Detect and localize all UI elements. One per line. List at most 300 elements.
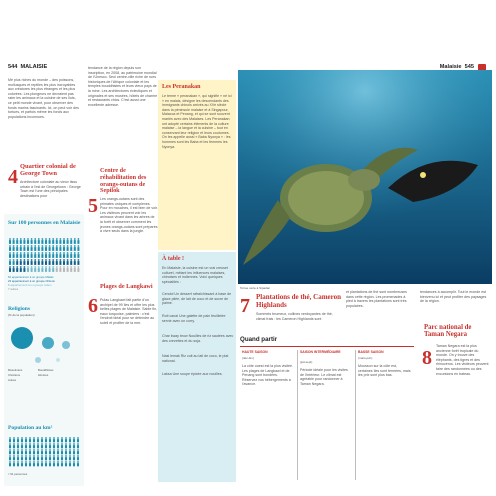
density-person-icon (65, 455, 67, 457)
density-person-icon (29, 451, 31, 454)
person-icon (13, 254, 15, 258)
quand-partir-rule (240, 346, 414, 347)
person-icon (52, 247, 54, 251)
density-person-icon (41, 455, 43, 457)
density-person-icon (61, 449, 63, 451)
person-icon (31, 259, 33, 261)
density-person-icon (49, 455, 51, 457)
person-icon (13, 238, 15, 240)
density-person-icon (77, 455, 79, 457)
person-icon (45, 268, 47, 272)
person-icon (74, 268, 76, 272)
stats-title: Sur 100 personnes en Malaisie (8, 220, 81, 226)
person-icon (67, 252, 69, 254)
density-person-icon (29, 461, 31, 463)
person-icon (52, 252, 54, 254)
person-icon (56, 252, 58, 254)
density-person-icon (29, 443, 31, 445)
density-person-icon (57, 439, 59, 442)
person-icon (31, 254, 33, 258)
density-person-icon (41, 445, 43, 448)
density-person-icon (21, 451, 23, 454)
person-icon (63, 238, 65, 240)
person-icon (67, 245, 69, 247)
person-icon (31, 245, 33, 247)
person-icon (78, 266, 80, 268)
person-icon (24, 266, 26, 268)
density-person-icon (61, 439, 63, 442)
person-icon (9, 252, 11, 254)
bubble-buddhists (42, 337, 54, 349)
density-person-icon (45, 437, 47, 439)
qp-col2-title: SAISON INTERMÉDIAIRE (300, 350, 341, 354)
right-running-title: Malaisie (439, 64, 462, 70)
density-person-icon (61, 461, 63, 463)
person-icon (13, 266, 15, 268)
person-icon (9, 254, 11, 258)
person-icon (27, 252, 29, 254)
person-icon (63, 247, 65, 251)
density-person-icon (9, 445, 11, 448)
density-person-icon (65, 451, 67, 454)
qp-col2-text: Période idéale pour les visites de l'intérieur. Le climat est agréable pour randonner à Taman Negara. (300, 368, 348, 386)
person-icon (74, 261, 76, 265)
person-icon (59, 268, 61, 272)
density-person-icon (29, 463, 31, 466)
section-title-george-town: Quartier colonial de George Town (20, 163, 76, 177)
person-icon (9, 240, 11, 244)
person-icon (16, 268, 18, 272)
turtle-head (348, 169, 380, 191)
density-person-icon (69, 449, 71, 451)
density-person-icon (69, 443, 71, 445)
density-person-icon (25, 455, 27, 457)
stats-legend-3: 8 appartiennent à un groupe Indien (8, 283, 52, 287)
person-icon (23, 268, 25, 272)
bubble-others (56, 358, 60, 362)
person-icon (23, 240, 25, 244)
person-icon (74, 266, 76, 268)
left-header (8, 64, 47, 70)
person-icon (45, 238, 47, 240)
person-icon (67, 247, 69, 251)
person-icon (34, 252, 36, 254)
density-person-icon (53, 445, 55, 448)
density-title: Population au km² (8, 425, 53, 431)
density-person-icon (37, 439, 39, 442)
density-person-icon (65, 437, 67, 439)
person-icon (9, 238, 11, 240)
density-person-icon (69, 451, 71, 454)
person-icon (42, 266, 44, 268)
bubble-muslims (11, 327, 33, 349)
density-person-icon (29, 455, 31, 457)
density-person-icon (17, 449, 19, 451)
person-icon (70, 259, 72, 261)
density-person-icon (25, 443, 27, 445)
person-icon (27, 238, 29, 240)
density-person-icon (9, 439, 11, 442)
density-person-icon (13, 437, 15, 439)
person-icon (38, 238, 40, 240)
person-icon (78, 252, 80, 254)
density-person-icon (49, 451, 51, 454)
person-icon (49, 240, 51, 244)
person-icon (31, 261, 33, 265)
density-person-icon (41, 437, 43, 439)
person-icon (16, 245, 18, 247)
person-icon (9, 261, 11, 265)
person-icon (13, 252, 15, 254)
density-person-icon (25, 445, 27, 448)
density-person-icon (9, 443, 11, 445)
person-icon (45, 261, 47, 265)
density-person-icon (57, 449, 59, 451)
person-icon (56, 266, 58, 268)
person-icon (49, 266, 51, 268)
density-person-icon (21, 445, 23, 448)
density-person-icon (21, 449, 23, 451)
person-icon (16, 238, 18, 240)
person-icon (60, 252, 62, 254)
person-icon (78, 259, 80, 261)
density-person-icon (77, 463, 79, 466)
density-person-icon (17, 457, 19, 460)
density-person-icon (69, 437, 71, 439)
person-icon (34, 261, 36, 265)
person-icon (20, 259, 22, 261)
left-page-number: 544 (8, 64, 18, 70)
density-person-icon (21, 463, 23, 466)
density-person-icon (29, 449, 31, 451)
person-icon (41, 247, 43, 251)
section-text-taman-negara: Taman Negara est la plus ancienne forêt tropicale du monde. On y trouve des éléphants, des tigres et des rhinocéros. Les visiteurs peuvent faire des randonnées ou des excursions en bateau. (436, 344, 489, 376)
person-icon (27, 247, 29, 251)
person-icon (56, 268, 58, 272)
person-icon (38, 254, 40, 258)
density-person-icon (21, 457, 23, 460)
person-icon (70, 266, 72, 268)
person-icon (13, 245, 15, 247)
person-icon (34, 266, 36, 268)
density-person-icon (25, 457, 27, 460)
density-person-icon (25, 461, 27, 463)
person-icon (52, 268, 54, 272)
religion-label-4: Hindous (38, 373, 49, 377)
person-icon (63, 259, 65, 261)
density-person-icon (57, 463, 59, 466)
section-title-langkawi: Plages de Langkawi (100, 283, 153, 290)
photo-caption: Tortue verte à Sipadan (240, 286, 271, 290)
density-person-icon (25, 437, 27, 439)
density-person-icon (41, 451, 43, 454)
density-person-icon (21, 439, 23, 442)
density-person-icon (69, 439, 71, 442)
person-icon (42, 245, 44, 247)
person-icon (23, 254, 25, 258)
person-icon (24, 245, 26, 247)
person-icon (63, 254, 65, 258)
person-icon (77, 240, 79, 244)
density-person-icon (9, 463, 11, 466)
person-icon (24, 252, 26, 254)
section-title-taman-negara: Parc national de Taman Negara (424, 324, 472, 339)
person-icon (27, 254, 29, 258)
person-icon (45, 245, 47, 247)
person-icon (52, 238, 54, 240)
density-person-icon (57, 451, 59, 454)
density-person-icon (73, 463, 75, 466)
density-person-icon (13, 449, 15, 451)
person-icon (77, 268, 79, 272)
density-person-icon (13, 451, 15, 454)
person-icon (38, 240, 40, 244)
density-person-icon (61, 457, 63, 460)
a-table-box (158, 252, 236, 482)
density-person-icon (37, 461, 39, 463)
people-icon-grid (8, 236, 82, 274)
person-icon (49, 268, 51, 272)
qp-col3-sub: (mars-juin) (358, 356, 373, 360)
qp-col1-text: La côte ouest est la plus visitée. Les plages de Langkawi et de Penang sont bondées. Réservez vos hébergements à l'avance. (242, 364, 293, 387)
density-person-icon (41, 439, 43, 442)
religion-label-5: Autres (8, 378, 17, 382)
religion-label-2: Bouddhistes (38, 368, 54, 372)
density-person-icon (65, 443, 67, 445)
section-number-4: 4 (8, 166, 18, 188)
person-icon (63, 268, 65, 272)
density-person-icon (73, 439, 75, 442)
density-person-icon (53, 437, 55, 439)
person-icon (67, 266, 69, 268)
person-icon (34, 245, 36, 247)
col-right-continued: tendances à accomplir. Tout le monde est bienvenu ici et peut profiter des paysages de la région. (420, 290, 487, 304)
density-person-icon (49, 449, 51, 451)
person-icon (52, 261, 54, 265)
person-icon (70, 238, 72, 240)
density-person-icon (21, 461, 23, 463)
density-person-icon (25, 451, 27, 454)
density-person-icon (53, 439, 55, 442)
density-person-icon (13, 443, 15, 445)
section-number-7: 7 (240, 295, 250, 317)
person-icon (56, 254, 58, 258)
density-person-icon (21, 455, 23, 457)
person-icon (27, 268, 29, 272)
person-icon (56, 245, 58, 247)
person-icon (49, 245, 51, 247)
person-icon (78, 238, 80, 240)
density-person-icon (49, 461, 51, 463)
person-icon (45, 254, 47, 258)
person-icon (52, 266, 54, 268)
density-person-icon (41, 463, 43, 466)
person-icon (38, 266, 40, 268)
religions-title: Religions (8, 306, 31, 312)
person-icon (67, 240, 69, 244)
density-person-icon (9, 449, 11, 451)
person-icon (52, 259, 54, 261)
density-person-icon (33, 445, 35, 448)
person-icon (27, 259, 29, 261)
person-icon (27, 266, 29, 268)
density-person-icon (17, 461, 19, 463)
section-number-8: 8 (422, 347, 432, 369)
density-person-icon (37, 445, 39, 448)
density-person-icon (45, 443, 47, 445)
density-person-icon (73, 437, 75, 439)
density-person-icon (17, 455, 19, 457)
person-icon (77, 261, 79, 265)
person-icon (20, 238, 22, 240)
density-person-icon (9, 437, 11, 439)
density-person-icon (69, 445, 71, 448)
person-icon (49, 238, 51, 240)
person-icon (41, 268, 43, 272)
density-person-icon (45, 457, 47, 460)
density-person-icon (77, 443, 79, 445)
density-person-icon (53, 443, 55, 445)
peranakan-title: Les Peranakan (162, 84, 201, 90)
person-icon (77, 247, 79, 251)
density-person-icon (33, 457, 35, 460)
density-person-icon (33, 439, 35, 442)
density-person-icon (77, 445, 79, 448)
person-icon (27, 245, 29, 247)
right-page-number: 545 (464, 64, 474, 70)
density-person-icon (57, 455, 59, 457)
stats-legend-1: 62 appartiennent à un groupe Malais (8, 275, 54, 279)
density-person-icon (69, 461, 71, 463)
person-icon (56, 238, 58, 240)
person-icon (34, 254, 36, 258)
density-person-icon (53, 461, 55, 463)
person-icon (41, 240, 43, 244)
density-person-icon (37, 437, 39, 439)
density-person-icon (13, 457, 15, 460)
person-icon (63, 245, 65, 247)
person-icon (24, 259, 26, 261)
density-person-icon (61, 455, 63, 457)
density-person-icon (37, 443, 39, 445)
person-icon (59, 254, 61, 258)
density-person-icon (33, 437, 35, 439)
density-person-icon (77, 461, 79, 463)
qp-col3-text: Mousson sur la côte est, certaines îles sont fermées, mais les prix sont plus bas. (358, 364, 411, 378)
density-person-icon (45, 449, 47, 451)
person-icon (34, 259, 36, 261)
density-person-icon (37, 451, 39, 454)
person-icon (49, 259, 51, 261)
density-person-icon (45, 455, 47, 457)
qp-col1-title: HAUTE SAISON (242, 350, 268, 354)
density-person-icon (57, 457, 59, 460)
person-icon (27, 261, 29, 265)
density-person-icon (9, 461, 11, 463)
quand-partir-box (238, 330, 416, 490)
person-icon (52, 240, 54, 244)
density-person-icon (37, 463, 39, 466)
person-icon (20, 247, 22, 251)
density-person-icon (25, 439, 27, 442)
density-person-icon (41, 457, 43, 460)
density-person-icon (73, 455, 75, 457)
density-person-icon (41, 449, 43, 451)
qp-col3-title: BASSE SAISON (358, 350, 384, 354)
density-person-icon (73, 461, 75, 463)
density-person-icon (65, 457, 67, 460)
density-person-icon (17, 445, 19, 448)
density-icon-grid (8, 435, 82, 469)
person-icon (56, 259, 58, 261)
density-person-icon (45, 461, 47, 463)
density-person-icon (49, 437, 51, 439)
person-icon (23, 261, 25, 265)
person-icon (49, 252, 51, 254)
person-icon (77, 254, 79, 258)
density-person-icon (17, 443, 19, 445)
bubble-christians (62, 341, 70, 349)
density-person-icon (45, 445, 47, 448)
a-table-item-2: Roti canai Une galette de pain feuilletée servie avec un curry. (162, 314, 226, 323)
person-icon (56, 240, 58, 244)
section-text-cameron: Sommets brumeux, collines verdoyantes de thé, climat frais : les Cameron Highlands sont (256, 312, 333, 321)
a-table-item-1: Cendol Un dessert rafraîchissant à base de glace pilée, de lait de coco et de sucre de palme. (162, 292, 232, 306)
density-person-icon (57, 443, 59, 445)
density-person-icon (69, 455, 71, 457)
section-text-langkawi: Pulau Langkawi fait partie d'un archipel de 99 îles et offre les plus belles plages de Malaisie. Sable fin, eaux turquoise, palmiers : c'est l'endroit idéal pour se détendre au soleil et profiter de la mer. (100, 298, 158, 325)
density-person-icon (33, 461, 35, 463)
person-icon (74, 252, 76, 254)
religions-subtitle: (% de la population) (8, 313, 35, 317)
density-person-icon (49, 457, 51, 460)
density-person-icon (37, 449, 39, 451)
person-icon (24, 238, 26, 240)
person-icon (20, 261, 22, 265)
person-icon (31, 268, 33, 272)
density-person-icon (13, 463, 15, 466)
person-icon (13, 240, 15, 244)
person-icon (38, 268, 40, 272)
person-icon (74, 247, 76, 251)
density-person-icon (33, 463, 35, 466)
person-icon (42, 252, 44, 254)
section-title-cameron: Plantations de thé, Cameron Highlands (256, 293, 342, 309)
person-icon (16, 252, 18, 254)
person-icon (63, 266, 65, 268)
person-icon (60, 245, 62, 247)
person-icon (31, 252, 33, 254)
section-number-6: 6 (88, 295, 98, 317)
person-icon (78, 245, 80, 247)
person-icon (20, 268, 22, 272)
density-person-icon (45, 451, 47, 454)
density-person-icon (73, 445, 75, 448)
person-icon (16, 254, 18, 258)
person-icon (52, 254, 54, 258)
density-person-icon (77, 457, 79, 460)
person-icon (67, 261, 69, 265)
person-icon (27, 240, 29, 244)
density-person-icon (33, 455, 35, 457)
density-person-icon (49, 463, 51, 466)
bubble-hindus (35, 357, 41, 363)
density-person-icon (69, 457, 71, 460)
person-icon (67, 268, 69, 272)
density-person-icon (77, 437, 79, 439)
density-person-icon (65, 463, 67, 466)
density-person-icon (29, 457, 31, 460)
